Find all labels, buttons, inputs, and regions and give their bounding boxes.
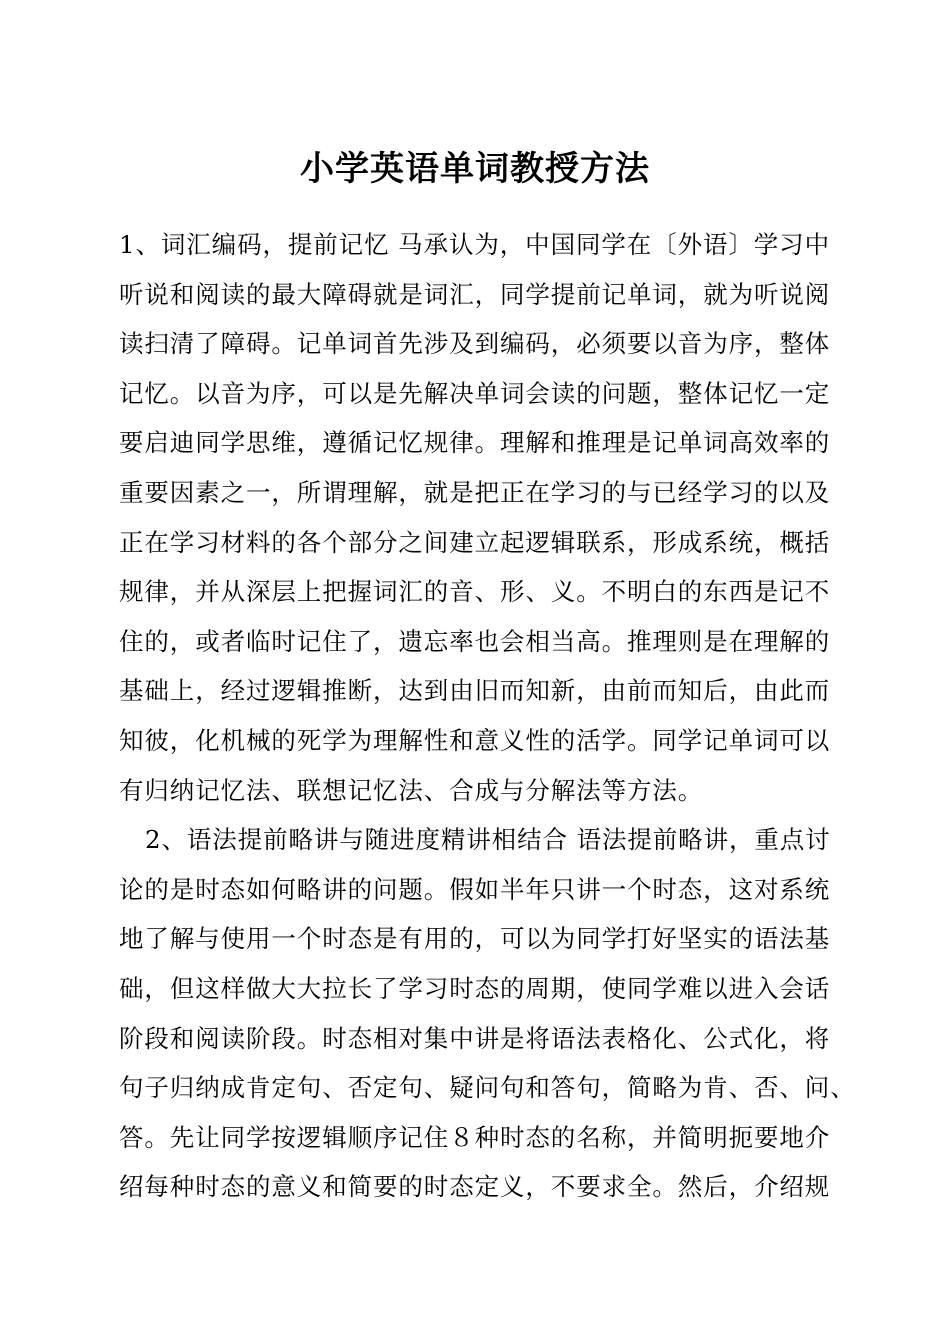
text-line: 论的是时态如何略讲的问题。假如半年只讲一个时态，这对系统 xyxy=(119,874,831,904)
text-line: 1、词汇编码，提前记忆 马承认为，中国同学在〔外语〕学习中 xyxy=(119,230,830,259)
paragraph-2 xyxy=(119,815,856,1212)
text-line: 绍每种时态的意义和简要的时态定义，不要求全。然后，介绍规 xyxy=(119,1172,831,1202)
text-line: 听说和阅读的最大障碍就是词汇，同学提前记单词，就为听说阅 xyxy=(119,279,831,309)
text-line: 地了解与使用一个时态是有用的，可以为同学打好坚实的语法基 xyxy=(119,924,831,954)
paragraph-1 xyxy=(119,220,849,815)
text-line: 读扫清了障碍。记单词首先涉及到编码，必须要以音为序，整体 xyxy=(119,329,831,359)
text-line: 句子归纳成肯定句、否定句、疑问句和答句，简略为肯、否、问、 xyxy=(119,1073,856,1103)
text-line: 重要因素之一，所谓理解，就是把正在学习的与已经学习的以及 xyxy=(119,477,831,507)
text-line: 正在学习材料的各个部分之间建立起逻辑联系，形成系统，概括 xyxy=(119,527,831,557)
text-line: 规律，并从深层上把握词汇的音、形、义。不明白的东西是记不 xyxy=(119,577,831,607)
text-line: 记忆。以音为序，可以是先解决单词会读的问题，整体记忆一定 xyxy=(119,378,831,408)
document-body xyxy=(119,220,856,1212)
text-line: 有归纳记忆法、联想记忆法、合成与分解法等方法。 xyxy=(119,775,704,805)
text-line: 住的，或者临时记住了，遗忘率也会相当高。推理则是在理解的 xyxy=(119,626,831,656)
text-line: 阶段和阅读阶段。时态相对集中讲是将语法表格化、公式化，将 xyxy=(119,1023,831,1053)
text-line: 基础上，经过逻辑推断，达到由旧而知新，由前而知后，由此而 xyxy=(119,676,831,706)
text-line: 知彼，化机械的死学为理解性和意义性的活学。同学记单词可以 xyxy=(119,725,831,755)
text-line: 要启迪同学思维，遵循记忆规律。理解和推理是记单词高效率的 xyxy=(119,428,831,458)
text-line: 础，但这样做大大拉长了学习时态的周期，使同学难以进入会话 xyxy=(119,973,831,1003)
text-line: 答。先让同学按逻辑顺序记住８种时态的名称，并简明扼要地介 xyxy=(119,1122,831,1152)
document-title: 小学英语单词教授方法 xyxy=(300,149,650,189)
text-line: 2、语法提前略讲与随进度精讲相结合 语法提前略讲，重点讨 xyxy=(145,825,831,855)
